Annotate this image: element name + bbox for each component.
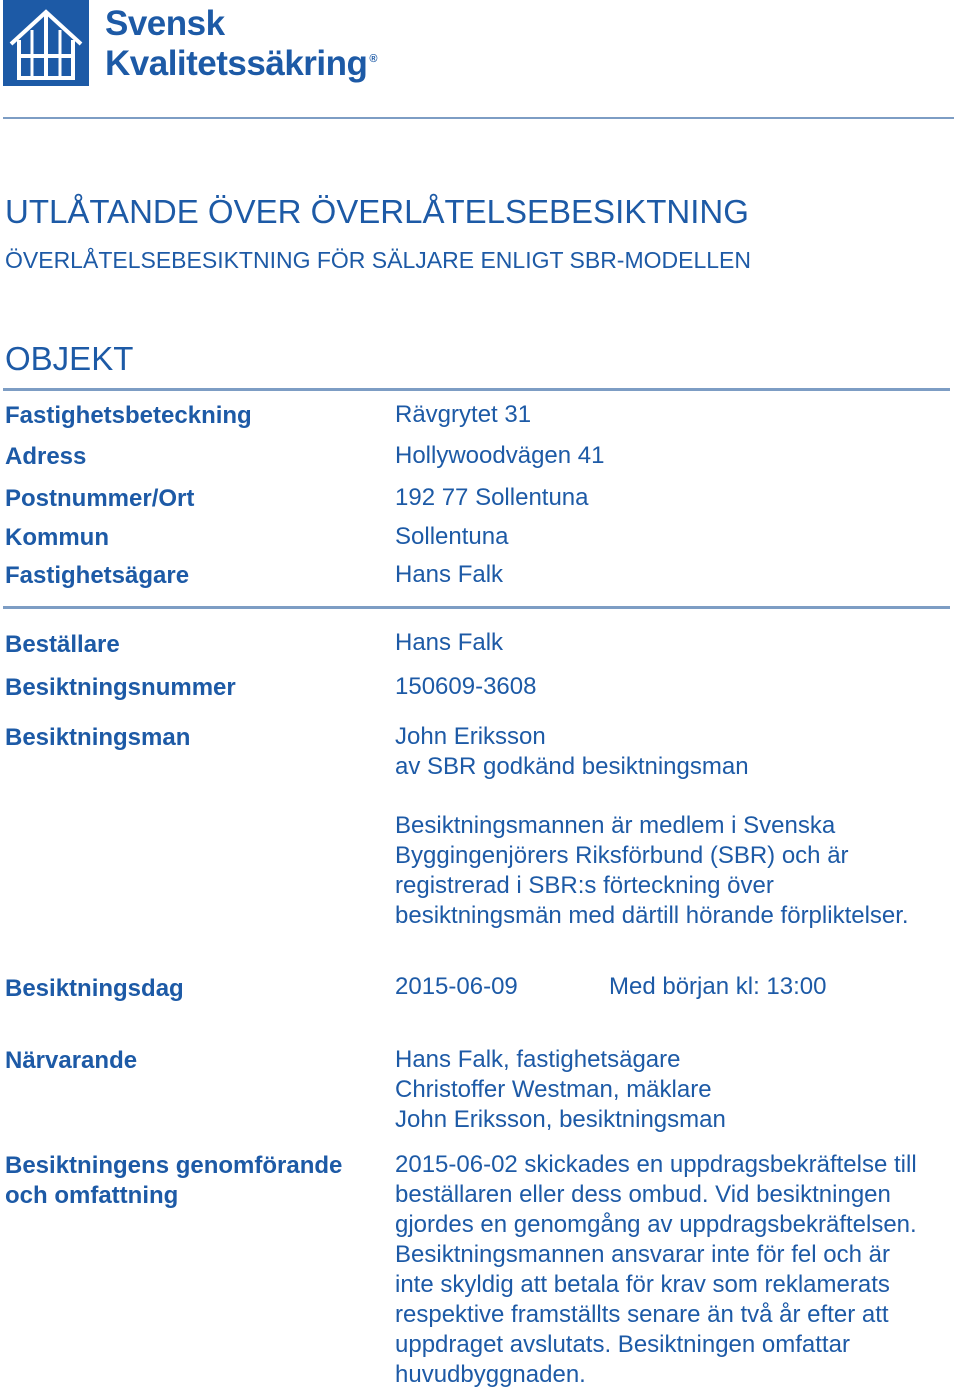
- label-fastighetsagare: Fastighetsägare: [5, 562, 190, 589]
- membership-line: registrerad i SBR:s förteckning över: [395, 872, 774, 899]
- membership-statement: [395, 811, 909, 931]
- section-divider: [3, 388, 950, 391]
- attendee: John Eriksson, besiktningsman: [395, 1106, 726, 1133]
- value-postnummer-ort: 192 77 Sollentuna: [395, 484, 589, 511]
- logo-text-line2-main: Kvalitetssäkring: [105, 44, 368, 83]
- value-besiktningsman: [395, 722, 749, 782]
- besiktningsman-certification: av SBR godkänd besiktningsman: [395, 753, 749, 780]
- label-genomforande: [5, 1151, 342, 1211]
- label-bestallare: Beställare: [5, 631, 120, 658]
- value-genomforande: [395, 1150, 917, 1390]
- logo-text-line1: Svensk: [105, 4, 225, 43]
- membership-line: Besiktningsmannen är medlem i Svenska: [395, 812, 836, 839]
- label-fastighetsbeteckning: Fastighetsbeteckning: [5, 402, 252, 429]
- genomforande-line: inte skyldig att betala för krav som reklamerats: [395, 1271, 890, 1298]
- besiktningsman-name: John Eriksson: [395, 723, 546, 750]
- value-bestallare: Hans Falk: [395, 629, 504, 656]
- attendee: Christoffer Westman, mäklare: [395, 1076, 712, 1103]
- attendee: Hans Falk, fastighetsägare: [395, 1046, 681, 1073]
- value-fastighetsagare: Hans Falk: [395, 561, 504, 588]
- value-besiktningsnummer: 150609-3608: [395, 673, 537, 700]
- section-divider-2: [3, 606, 950, 609]
- label-genomforande-line: Besiktningens genomförande: [5, 1152, 343, 1179]
- document-subtitle: ÖVERLÅTELSEBESIKTNING FÖR SÄLJARE ENLIGT SBR-MODELLEN: [5, 247, 751, 273]
- label-besiktningsnummer: Besiktningsnummer: [5, 674, 236, 701]
- label-postnummer-ort: Postnummer/Ort: [5, 485, 195, 512]
- value-narvarande: [395, 1045, 726, 1135]
- genomforande-line: respektive framställts senare än två år efter att: [395, 1301, 889, 1328]
- membership-line: besiktningsmän med därtill hörande förpliktelser.: [395, 902, 909, 929]
- genomforande-line: huvudbyggnaden.: [395, 1361, 586, 1388]
- label-besiktningsman: Besiktningsman: [5, 724, 191, 751]
- company-logo: [3, 0, 403, 88]
- label-narvarande: Närvarande: [5, 1047, 138, 1074]
- section-heading-objekt: OBJEKT: [5, 340, 134, 377]
- genomforande-line: gjordes en genomgång av uppdragsbekräftelsen.: [395, 1211, 917, 1238]
- genomforande-line: Besiktningsmannen ansvarar inte för fel och är: [395, 1241, 890, 1268]
- house-logo-icon: [3, 0, 89, 86]
- value-fastighetsbeteckning: Rävgrytet 31: [395, 401, 532, 428]
- genomforande-line: beställaren eller dess ombud. Vid besiktningen: [395, 1181, 891, 1208]
- registered-mark: ®: [369, 53, 378, 66]
- label-adress: Adress: [5, 443, 87, 470]
- document-title: UTLÅTANDE ÖVER ÖVERLÅTELSEBESIKTNING: [5, 193, 749, 230]
- value-start-time: Med början kl: 13:00: [609, 973, 827, 1000]
- label-besiktningsdag: Besiktningsdag: [5, 975, 184, 1002]
- label-genomforande-line: och omfattning: [5, 1182, 179, 1209]
- label-kommun: Kommun: [5, 524, 109, 551]
- genomforande-line: 2015-06-02 skickades en uppdragsbekräftelse till: [395, 1151, 917, 1178]
- value-adress: Hollywoodvägen 41: [395, 442, 605, 469]
- genomforande-line: uppdraget avslutats. Besiktningen omfattar: [395, 1331, 850, 1358]
- value-besiktningsdag: 2015-06-09: [395, 973, 518, 1000]
- logo-text-line2: [105, 44, 377, 84]
- value-kommun: Sollentuna: [395, 523, 509, 550]
- membership-line: Byggingenjörers Riksförbund (SBR) och är: [395, 842, 849, 869]
- header-divider: [3, 117, 954, 119]
